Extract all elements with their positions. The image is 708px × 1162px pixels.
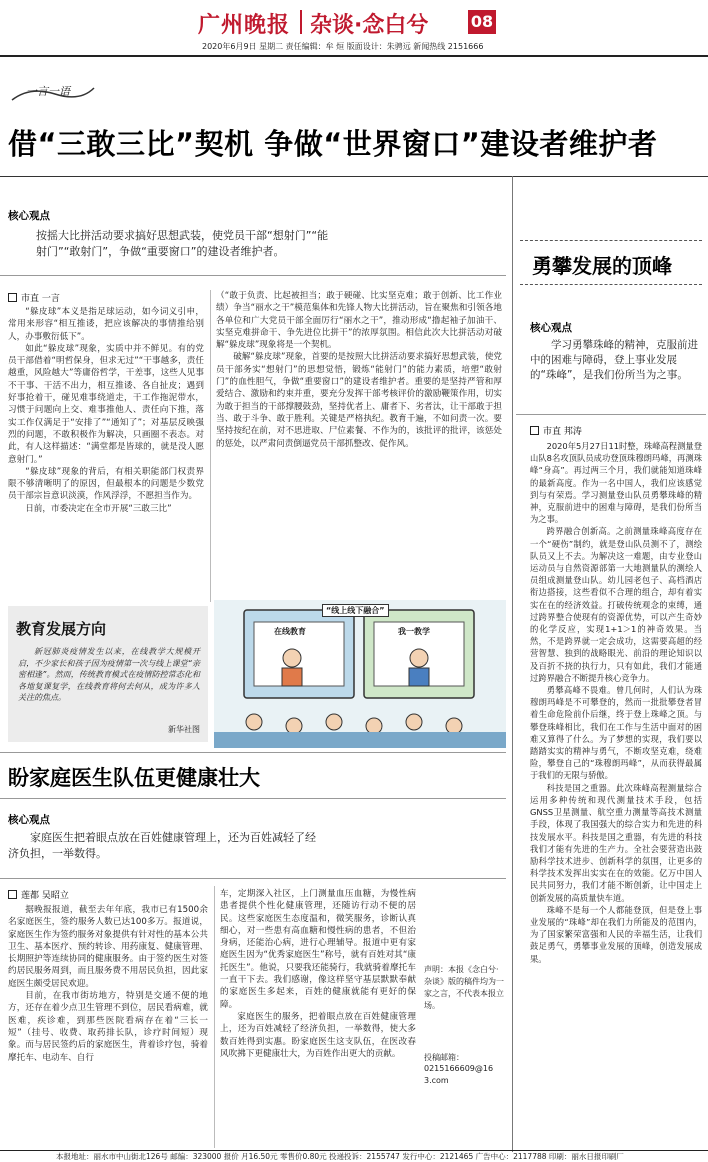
article1-col2-p2: 破解“躲皮球”现象，首要的是按照大比拼活动要求搞好思想武装，使党员干部务实“想射门”的思想觉悟，锻炼“能射门”的能力素质，培塑“敢射门”的血性胆气，争做“重要窗口”的建设者维护者。重要的是坚持严管和厚爱结合、激励和约束并重，要充分发挥干部考核评价的激励鞭策作用，切实为敢于担当的干部撑腰鼓劲，坚持优者上、庸者下、劣者汰，让干部敢于担当、敢于斗争、敢于胜利。关键是严格执纪。教育千遍，不如问责一次。要坚持按纪在前，对不思进取、尸位素餐、不作为的，该批评的批评，该惩处的惩处，以严肃问责倒逼党员干部抓整改、促作风。: [216, 352, 502, 449]
footer-text: 本报地址：丽水市中山街北126号 邮编：323000 报价 月16.50元 零售价0.80元 投递投诉：2155747 发行中心：2121465 广告中心：2117788 印刷：丽水日报印刷厂: [56, 1152, 624, 1161]
masthead: [0, 0, 708, 55]
article2-dash-rule-2: [520, 284, 702, 285]
byline-box-icon: [530, 426, 539, 435]
article2-p4: 科技是国之重器。此次珠峰高程测量综合运用多种传统和现代测量技术手段，包括GNSS卫星测量、航空重力测量等高技术测量手段，体现了我国强大的综合实力和先进的科技发展水平。科技是国之重器，有先进的科技我们才能有先进的生产力。全社会要营造出鼓励科学技术进步、创新科学的氛围，让更多的科学技术发挥出实实在在的效能。亿万中国人民共同努力，我们才能不断创新，让中国走上创新发展的高质量快车道。: [530, 782, 702, 903]
article2-p2: 跨界融合创新高。之前测量珠峰高度存在一个“硬伤”制约，就是登山队员测不了，测绘队员又上不去。为解决这一难题，由专业登山运动员与自然资源部第一大地测量队的测绘人员组成测量登山队。幼儿园老包子、高档酒店衔边搭接，这些看似不合理的组合，却有着实实在在的经济效益。打破传统观念的束缚，通过跨界整合使现有的资源优势，可以产生奇妙的化学反应，实现1+1＞1的神奇效果。当然，不是跨界就一定会成功，这需要高超的经营智慧、独到的战略眼光、前沿的理论知识以及百折不挠的执行力，只有如此，我们才能通过跨界融合不断提升核心竞争力。: [530, 526, 702, 683]
byline-box-icon: [8, 890, 17, 899]
article2-core-text: 学习勇攀珠峰的精神，克服前进中的困难与障碍，登上事业发展的“珠峰”，是我们份所当为之事。: [530, 339, 698, 381]
page-number: 08: [468, 10, 496, 34]
article1-col2-p1: （“敢于负责、比起被担当；敢于硬碰、比实坚克难；敢于创新、比工作业绩）争当“丽水之干”模范集体和先锋人物大比拼活动，旨在聚焦和引领各地各单位和广大党员干部全面厉行“丽水之干”，推动形成“撸起袖子加油干、实坚克难拼命干、争先进位比拼干”的浓厚氛围。相信此次大比拼活动对破解“躲皮球”现象将是一个契机。: [216, 291, 502, 351]
headline-rule: [0, 176, 708, 177]
edu-sidebar-text: 新冠肺炎疫情发生以来，在线教学大规模开启，不少家长和孩子因为疫情第一次与线上课堂“亲密相逢”。然而，传统教育模式在疫情防控常态化和各地复课复学，在线教育将何去何从，成为许多人关注的焦点。: [18, 647, 200, 702]
article1-col-divider: [210, 290, 211, 602]
article3-top-rule: [0, 752, 506, 753]
article3-headline-rule: [0, 798, 506, 799]
email-address: 0215166609@163.com: [424, 1064, 494, 1085]
masthead-separator: [300, 10, 302, 34]
article3-core-label: 核心观点: [8, 814, 50, 826]
article3-core-rule: [0, 878, 506, 879]
article1-core-rule: [0, 275, 506, 276]
article3-byline-text: 莲都 吴昭立: [21, 891, 69, 901]
byline-box-icon: [8, 293, 17, 302]
masthead-info: 2020年6月9日 星期二 责任编辑：牟 烜 版面设计：朱骋远 新闻热线 2151666: [202, 42, 484, 51]
article3-headline: 盼家庭医生队伍更健康壮大: [8, 766, 260, 790]
article3-byline: [8, 888, 69, 901]
cartoon-banner: “线上线下融合”: [322, 604, 389, 617]
edu-sidebar-title: 教育发展方向: [16, 620, 107, 638]
article1-core-label: 核心观点: [8, 210, 50, 222]
article2-byline-text: 市直 邦涛: [543, 427, 582, 437]
cartoon-board-left: 在线教育: [274, 627, 306, 636]
article2-core-label: 核心观点: [530, 322, 572, 334]
article2-p5: 珠峰不是每一个人都能登顶，但是登上事业发展的“珠峰”却在我们力所能及的范围内，为了国家繁荣富强和人民的幸福生活，让我们鼓足勇气，勇攀事业发展的顶峰，创造发展成果。: [530, 904, 702, 964]
cartoon-board-right: 我一教学: [398, 627, 430, 636]
article3-col1-p2: 目前，在我市街坊地方，特别是交通不便的地方，还存在着少点卫生管理不到位，居民看病难，就医难，疾诊难，到那些医院看病存在着“三长一短”（挂号、收费、取药排长队，诊疗时间短）现象。而与居民签约后的家庭医生，背着诊疗包，骑着摩托车、电动车、自行: [8, 991, 208, 1063]
article1-col1-p3: “躲皮球”现象的背后，有相关职能部门权责界限不够清晰明了的原因，但最根本的问题是少数党员干部宗旨意识淡漠，作风浮浮，不愿担当作为。: [8, 466, 204, 502]
masthead-rule: [0, 55, 708, 57]
cartoon-drawing: [214, 600, 506, 748]
article2-p1: 2020年5月27日11时整，珠峰高程测量登山队8名攻顶队员成功登顶珠穆朗玛峰，再测珠峰“身高”。再过两三个月，我们就能知道珠峰的最新高度。作为一名中国人，我们应该感觉到与有荣焉。学习测量登山队员勇攀珠峰的精神，克服前进中的困难与障碍，是我们份所当为之事。: [530, 441, 702, 525]
article2-body: [530, 440, 702, 965]
article1-col1-p2: 如此“躲皮球”现象，实质中并不鲜见。有的党员干部借着“明哲保身，但求无过”“干事越多，责任越重，风险越大”等庸俗哲学，干差事，这些人见事不干事、干活不出力，相互推诿、各自扯皮；遇到好事抢着干，碰见难事绕道走，干工作拖泥带水，习惯于问题向上交、难事推他人、责任向下推，落实工作仅满足于“安排了”“通知了”；对基层反映强烈的问题，不敢积极作为解决，只画圈不表态。对此，有人这样描述：“满堂都是皆球的，就是没人愿意射门。”: [8, 343, 204, 465]
statement-text: 声明：本报《念白兮·杂谈》版的稿件均为一家之言，不代表本报立场。: [424, 965, 504, 1010]
article1-headline: 借“三敢三比”契机 争做“世界窗口”建设者维护者: [8, 127, 658, 161]
article3-col2-p1: 车，定期深入社区，上门测量血压血糖，为慢性病患者提供个性化健康管理，还随访行动不便的居民。这些家庭医生态度温和，微笑服务，诊断认真细心，对一些患有高血糖和慢性病的患者，不但治身病，还能治心病，进行心理辅导。报道中更有家庭医生因为“优秀家庭医生”称号，就有百姓对其“康托医生”。他说，只要我还能骑行，我就骑着摩托车一直干下去。我们感谢，像这样坚守基层默默奉献的家庭医生多起来，百姓的健康就能有更好的保障。: [220, 889, 416, 1010]
article3-core-text: 家庭医生把着眼点放在百姓健康管理上，还为百姓减轻了经济负担，一举数得。: [8, 831, 316, 860]
article1-col1-p4: 日前，市委决定在全市开展“三敢三比”: [25, 503, 172, 514]
edu-sidebar-credit: 新华社图: [168, 725, 200, 734]
article3-col2: [220, 888, 416, 1060]
section-name: 杂谈·念白兮: [310, 13, 429, 38]
article2-p3: 勇攀高峰不畏难。曾几何时，人们认为珠穆朗玛峰是不可攀登的，然而一批批攀登者冒着生命危险前仆后继，终于登上珠峰之顶。与攀登珠峰相比，我们在工作与生活中面对的困难又算得了什么。为了梦想的实现，我们要以踏踏实实的精神与勇气，不断攻坚克难，绕难险，攀登自己的“珠穆朗玛峰”，从而获得最属于我们的无限与骄傲。: [530, 685, 702, 781]
article3-col2-p2: 家庭医生的服务，把着眼点放在百姓健康管理上，还为百姓减轻了经济负担，一举数得，使大多数百姓得到实惠。盼家庭医生这支队伍，在医改春风吹拂下更健康壮大，为百姓作出更大的贡献。: [220, 1011, 416, 1059]
article2-dash-rule: [520, 240, 702, 241]
edu-sidebar: [8, 606, 208, 742]
article3-col-divider: [214, 886, 215, 1148]
article3-col1: [8, 904, 208, 1064]
article3-col1-p1: 据晚报报道，截至去年年底，我市已有1500余名家庭医生，签约服务人数已达100多万。报道说，家庭医生作为签约服务对象提供有针对性的基本公共卫生、基本医疗、预约转诊、用药康复、健康管理、长期照护等连续协同的健康服务。由于签约医生对签约居民服务周到，而且服务费不用居民负担，因此家庭医生颇受居民欢迎。: [8, 905, 208, 989]
article1-core-text: 按摇大比拼活动要求搞好思想武装，使党员干部“想射门”“能射门”“敢射门”，争做“重要窗口”的建设者维护者。: [36, 229, 329, 258]
email-label: 投稿邮箱：: [424, 1053, 464, 1062]
article1-col1-p1: “躲皮球”本义是指足球运动，如今词义引申，常用来形容“相互推诿，把应该解决的事情推给别人，办事敷衍低下”。: [8, 307, 204, 342]
statement-block: [424, 964, 504, 1087]
article2-core-rule: [516, 414, 706, 415]
article1-col1: [8, 306, 204, 515]
cartoon-illustration: [214, 600, 506, 748]
article2-byline: [530, 424, 582, 437]
paper-name: 广州晚报: [198, 12, 291, 38]
column-logo-text: 一言一语: [26, 85, 70, 98]
article1-byline-text: 市直 一言: [21, 294, 60, 304]
right-column-divider: [512, 176, 513, 1152]
article1-col2: [216, 290, 502, 450]
article1-byline: [8, 291, 60, 304]
article2-headline: 勇攀发展的顶峰: [532, 254, 672, 278]
column-logo: [10, 78, 96, 108]
